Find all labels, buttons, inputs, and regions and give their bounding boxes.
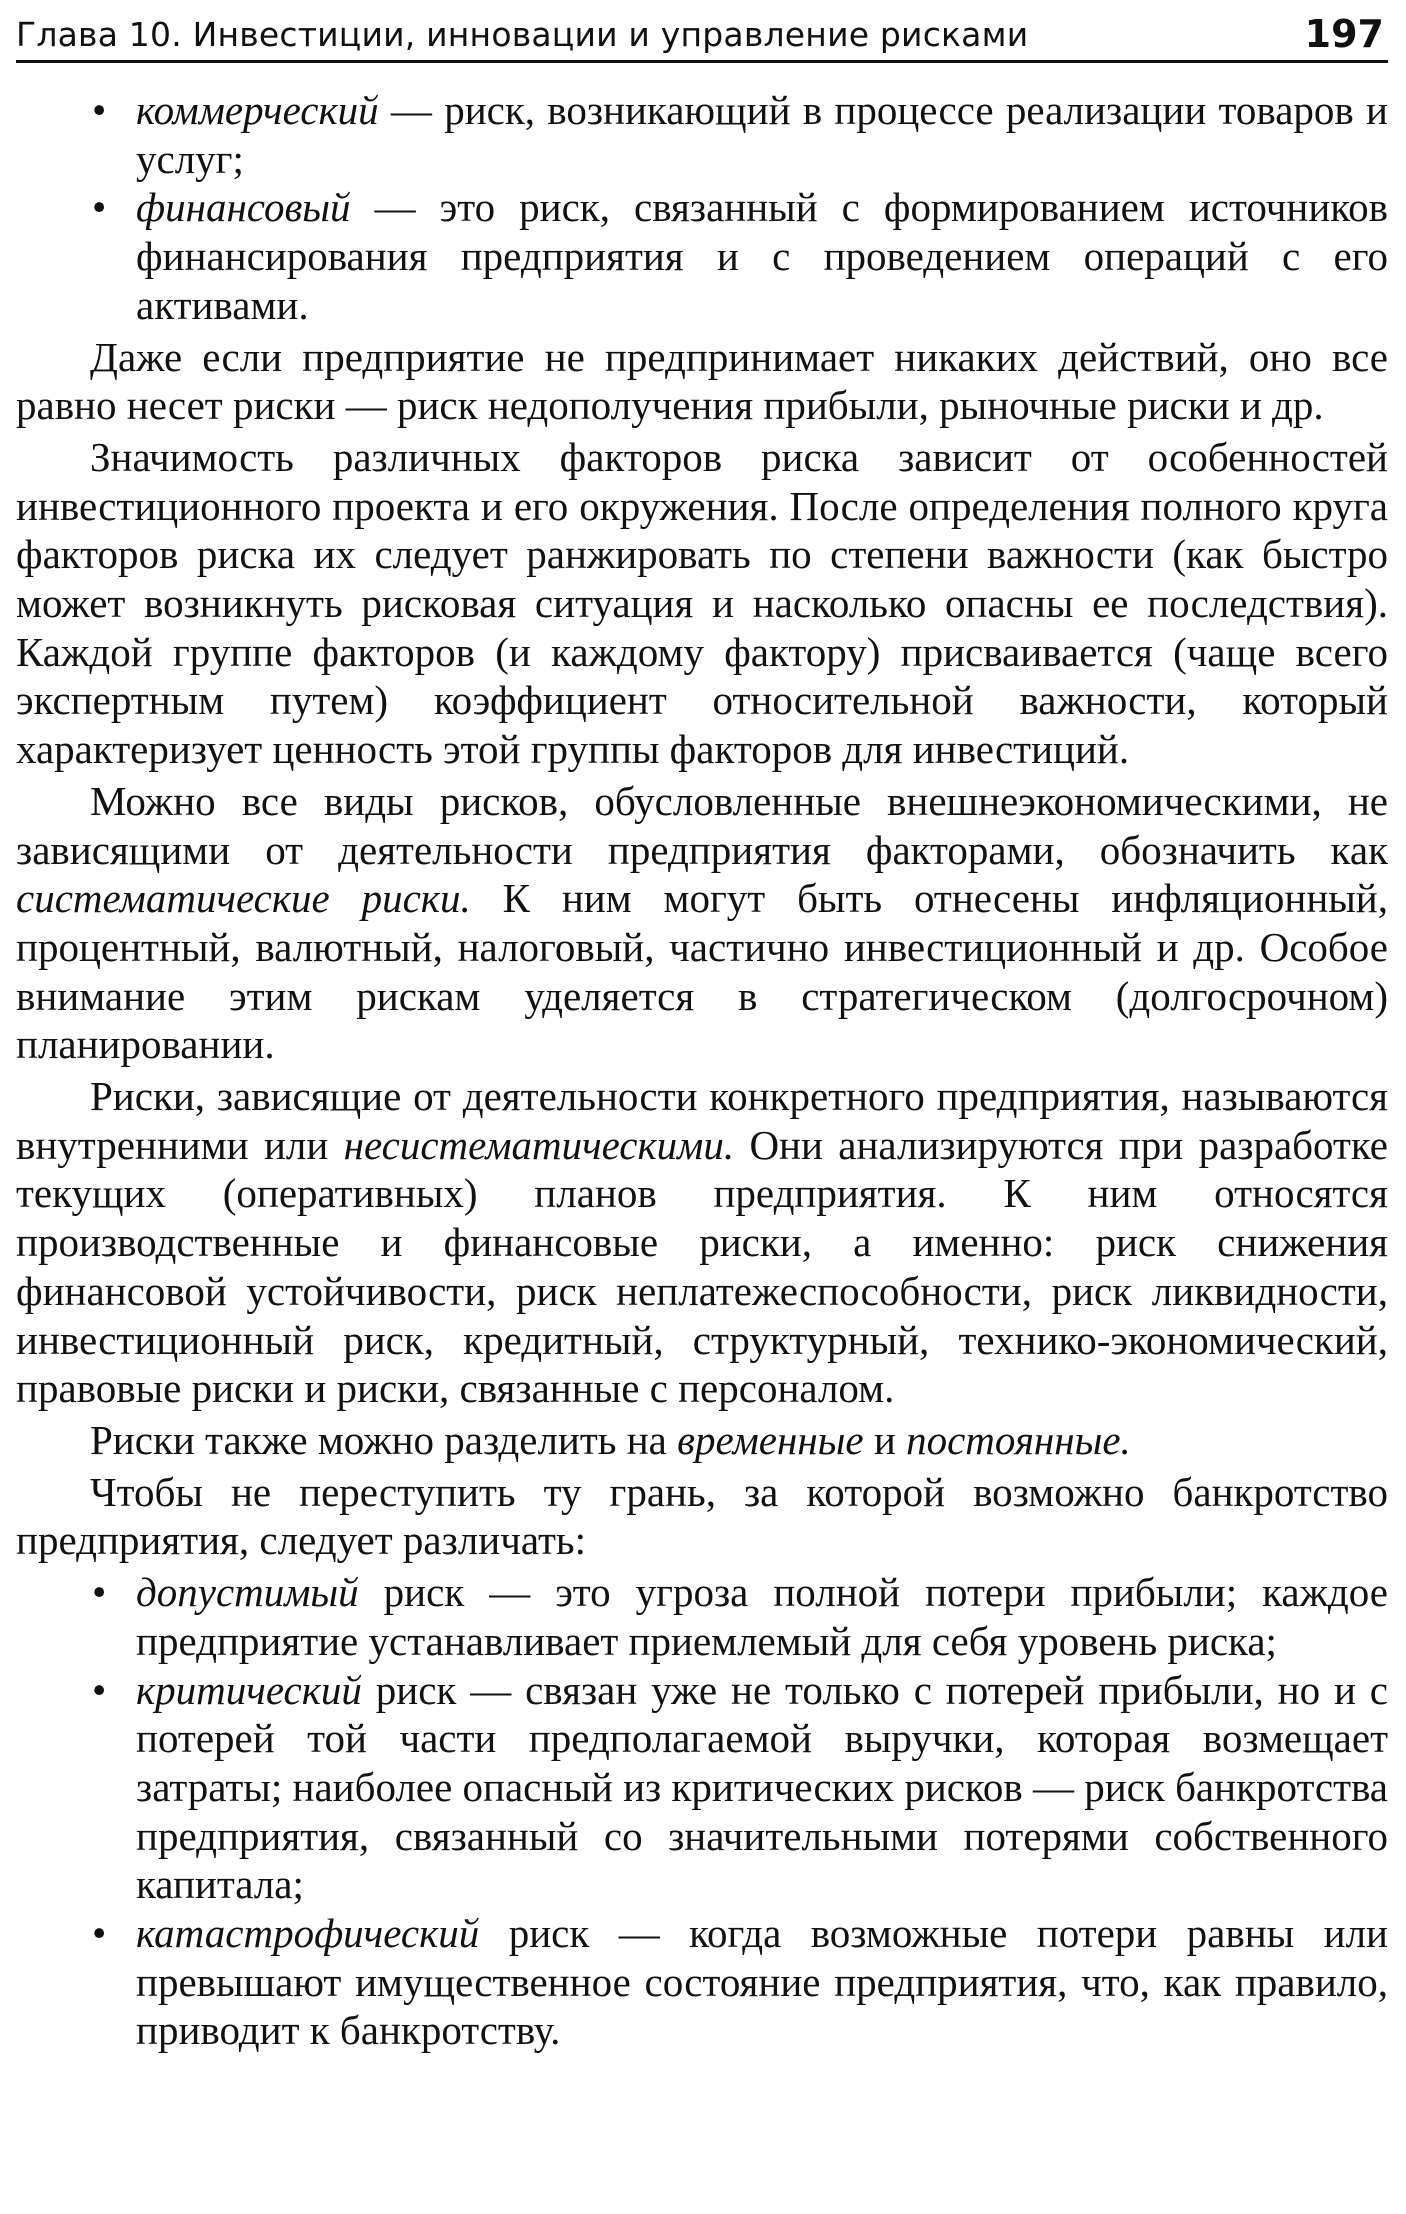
risk-types-list xyxy=(16,86,1388,330)
bullet-icon: • xyxy=(92,1569,107,1616)
page-body xyxy=(16,86,1388,2058)
bullet-icon: • xyxy=(92,184,107,231)
term: катастрофический xyxy=(136,1910,480,1957)
bullet-icon: • xyxy=(92,1910,107,1957)
text: Они анализируются при разработке текущих (оперативных) планов предприятия. К ним относятся производственные и финансовые риски, а именно: риск снижения финансовой устойчивости, риск неплатежеспособности, риск ликвидности, инвестиционный риск, кредитный, структурный, технико-экономический, правовые риски и риски, связанные с персоналом. xyxy=(16,1121,1388,1412)
risk-levels-list xyxy=(16,1568,1388,2055)
bullet-icon: • xyxy=(92,87,107,133)
definition: риск — когда возможные потери равны или превышают имущественное состояние предприятия, что, как правило, приводит к банкротству. xyxy=(136,1910,1388,2054)
text: Можно все виды рисков, обусловленные внешнеэкономическими, не зависящими от деятельности предприятия факторами, обозначить как xyxy=(16,777,1388,873)
paragraph-3 xyxy=(16,777,1388,1069)
book-page xyxy=(16,0,1388,2214)
term: финансовый xyxy=(136,184,351,231)
definition: риск — связан уже не только с потерей прибыли, но и с потерей той части предполагаемой выручки, которая возмещает затраты; наиболее опасный из критических рисков — риск банкротства предприятия, связанный со значительными потерями собственного капитала; xyxy=(136,1666,1388,1908)
paragraph-4 xyxy=(16,1072,1388,1413)
definition: риск — это угроза полной потери прибыли; каждое предприятие устанавливает приемлемый для себя уровень риска; xyxy=(136,1569,1388,1664)
term-unsystematic: несистематическими. xyxy=(343,1121,735,1168)
list-item-acceptable xyxy=(16,1568,1388,1665)
term-temporary: временные xyxy=(677,1416,864,1463)
list-item-catastrophic xyxy=(16,1909,1388,2055)
list-item-financial xyxy=(16,183,1388,329)
running-header xyxy=(16,8,1388,63)
paragraph-5 xyxy=(16,1416,1388,1465)
term-systematic-risks: систематические риски. xyxy=(16,875,471,922)
text: Риски также можно разделить на xyxy=(90,1416,678,1463)
chapter-title: Глава 10. Инвестиции, инновации и управление рисками xyxy=(16,15,1029,54)
text: К ним могут быть отнесены инфляционный, процентный, валютный, налоговый, частично инвестиционный и др. Особое внимание этим рискам уделяется в стратегическом (долгосрочном) планировании. xyxy=(16,875,1388,1068)
term: допустимый xyxy=(136,1569,359,1616)
paragraph-6: Чтобы не переступить ту грань, за которой возможно банкротство предприятия, следует различать: xyxy=(16,1468,1388,1564)
list-item-commercial xyxy=(16,86,1388,183)
definition: — риск, возникающий в процессе реализации товаров и услуг; xyxy=(136,87,1388,182)
bullet-icon: • xyxy=(92,1666,107,1713)
paragraph-2: Значимость различных факторов риска зависит от особенностей инвестиционного проекта и его окружения. После определения полного круга факторов риска их следует ранжировать по степени важности (как быстро может возникнуть рисковая ситуация и насколько опасны ее последствия). Каждой группе факторов (и каждому фактору) присваивается (чаще всего экспертным путем) коэффициент относительной важности, который характеризует ценность этой группы факторов для инвестиций. xyxy=(16,433,1388,773)
term-permanent: постоянные. xyxy=(906,1416,1131,1463)
paragraph-1: Даже если предприятие не предпринимает никаких действий, оно все равно несет риски — риск недополучения прибыли, рыночные риски и др. xyxy=(16,333,1388,429)
definition: — это риск, связанный с формированием источников финансирования предприятия и с проведением операций с его активами. xyxy=(136,184,1388,328)
term: коммерческий xyxy=(136,87,379,133)
page-number: 197 xyxy=(1304,12,1384,56)
list-item-critical xyxy=(16,1666,1388,1910)
text: Риски, зависящие от деятельности конкретного предприятия, называются внутренними или xyxy=(16,1073,1388,1168)
text: и xyxy=(863,1416,907,1463)
term: критический xyxy=(136,1666,362,1713)
